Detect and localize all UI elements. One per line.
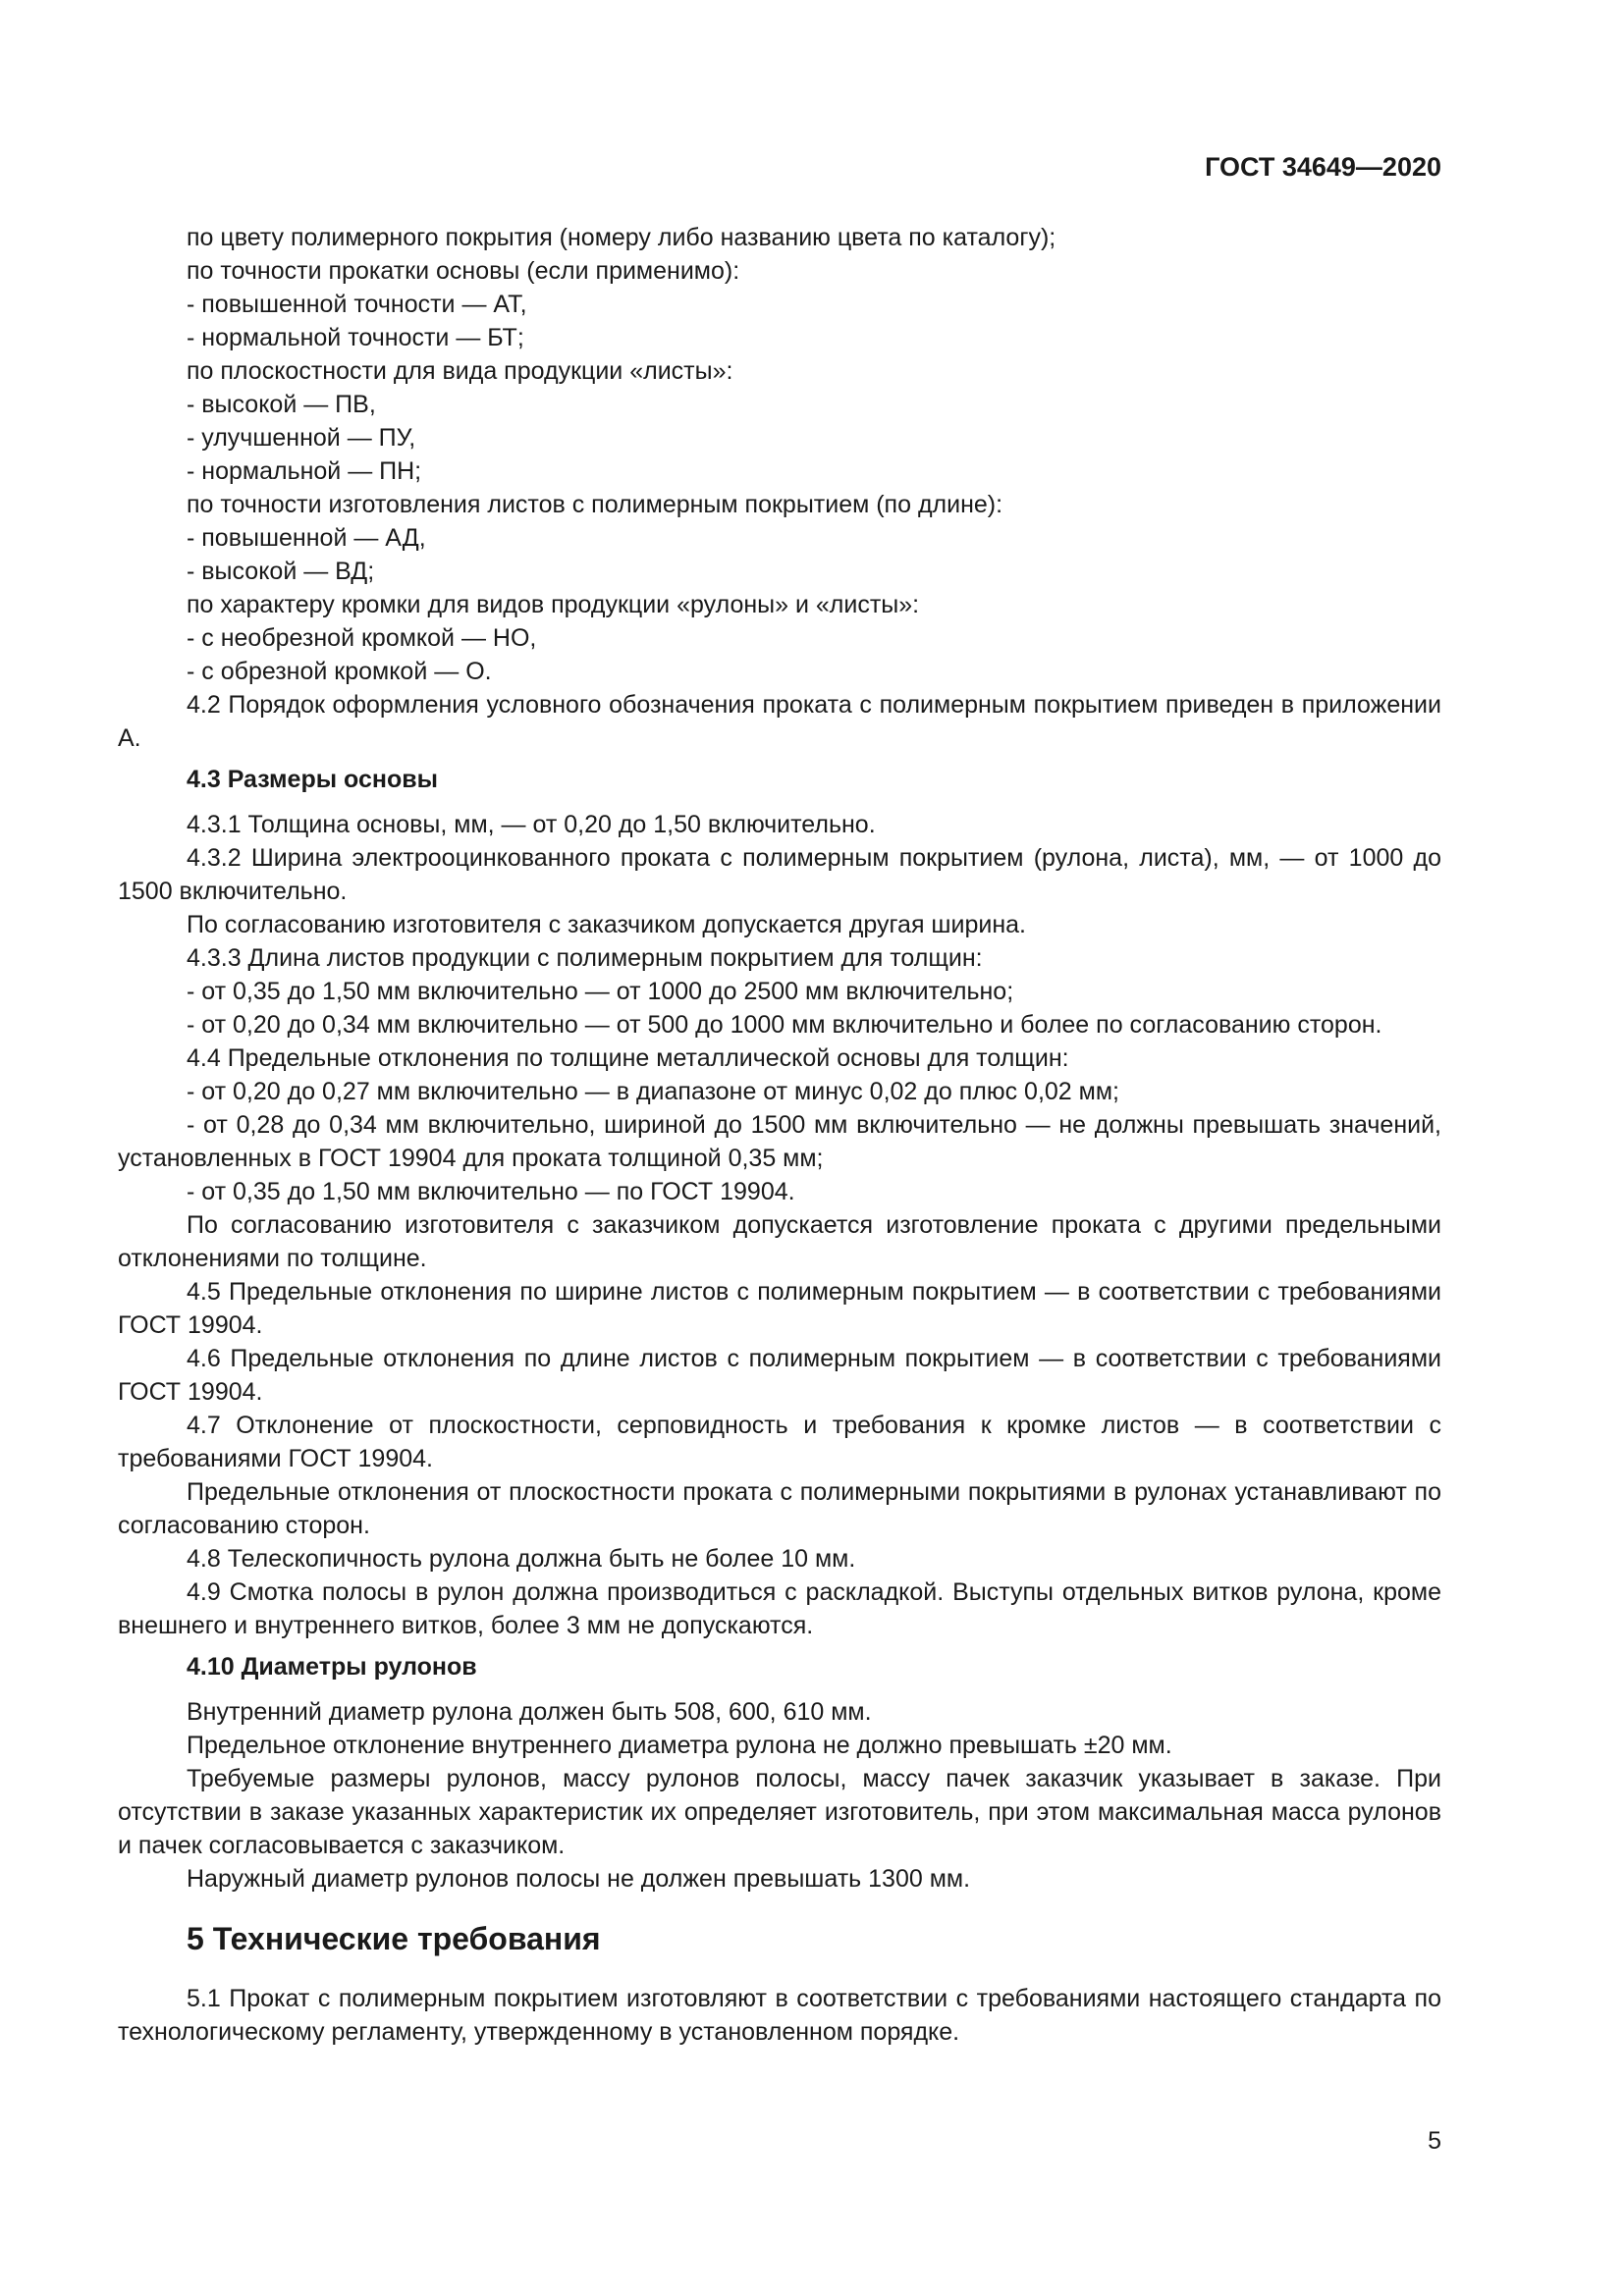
paragraph-4-7: 4.7 Отклонение от плоскостности, серповидность и требования к кромке листов — в соответствии с требованиями ГОСТ 19904. (118, 1412, 1441, 1472)
paragraph-4-9: 4.9 Смотка полосы в рулон должна производиться с раскладкой. Выступы отдельных витков рулона, кроме внешнего и внутреннего витков, более 3 мм не допускаются. (118, 1578, 1441, 1639)
section-heading-5: 5 Технические требования (187, 1921, 601, 1956)
paragraph-4-3-1: 4.3.1 Толщина основы, мм, — от 0,20 до 1,50 включительно. (187, 811, 876, 838)
list-line: - с необрезной кромкой — НО, (187, 624, 537, 652)
page-number: 5 (1428, 2127, 1441, 2155)
list-line: по точности прокатки основы (если применимо): (187, 257, 740, 285)
list-line: - высокой — ПВ, (187, 391, 376, 418)
list-line: - высокой — ВД; (187, 558, 375, 585)
document-designation: ГОСТ 34649—2020 (1205, 152, 1441, 182)
paragraph-4-4: 4.4 Предельные отклонения по толщине металлической основы для толщин: (187, 1044, 1069, 1072)
list-line: - нормальной точности — БТ; (187, 324, 524, 351)
paragraph-4-8: 4.8 Телескопичность рулона должна быть не более 10 мм. (187, 1545, 856, 1573)
list-line: по характеру кромки для видов продукции «рулоны» и «листы»: (187, 591, 920, 618)
paragraph-4-3-2-note: По согласованию изготовителя с заказчиком допускается другая ширина. (187, 911, 1026, 938)
paragraph-4-4-note: По согласованию изготовителя с заказчиком допускается изготовление проката с другими предельными отклонениями по толщине. (118, 1211, 1441, 1272)
list-line: - нормальной — ПН; (187, 457, 422, 485)
list-line: - с обрезной кромкой — О. (187, 658, 492, 685)
paragraph-4-10-outer-diameter: Наружный диаметр рулонов полосы не должен превышать 1300 мм. (187, 1865, 971, 1893)
paragraph-4-7-note: Предельные отклонения от плоскостности проката с полимерными покрытиями в рулонах устанавливают по согласованию сторон. (118, 1478, 1441, 1539)
paragraph-4-3-3: 4.3.3 Длина листов продукции с полимерным покрытием для толщин: (187, 944, 983, 972)
paragraph-4-10-tolerance: Предельное отклонение внутреннего диаметра рулона не должно превышать ±20 мм. (187, 1732, 1172, 1759)
paragraph-4-4-item: - от 0,35 до 1,50 мм включительно — по ГОСТ 19904. (187, 1178, 795, 1205)
list-line: - повышенной точности — АТ, (187, 291, 527, 318)
paragraph-4-3-2: 4.3.2 Ширина электрооцинкованного проката с полимерным покрытием (рулона, листа), мм, — от 1000 до 1500 включительно. (118, 844, 1441, 905)
paragraph-4-2: 4.2 Порядок оформления условного обозначения проката с полимерным покрытием приведен в приложении А. (118, 691, 1441, 752)
paragraph-4-6: 4.6 Предельные отклонения по длине листов с полимерным покрытием — в соответствии с требованиями ГОСТ 19904. (118, 1345, 1441, 1406)
subsection-heading-4-3: 4.3 Размеры основы (187, 766, 438, 793)
page-body (118, 221, 1441, 2049)
subsection-heading-4-10: 4.10 Диаметры рулонов (187, 1653, 477, 1681)
paragraph-4-3-3-item: - от 0,35 до 1,50 мм включительно — от 1000 до 2500 мм включительно; (187, 978, 1014, 1005)
list-line: по плоскостности для вида продукции «листы»: (187, 357, 733, 385)
paragraph-4-5: 4.5 Предельные отклонения по ширине листов с полимерным покрытием — в соответствии с требованиями ГОСТ 19904. (118, 1278, 1441, 1339)
list-line: по точности изготовления листов с полимерным покрытием (по длине): (187, 491, 1003, 518)
list-line: - улучшенной — ПУ, (187, 424, 416, 452)
list-line: по цвету полимерного покрытия (номеру либо названию цвета по каталогу); (187, 224, 1056, 251)
paragraph-5-1: 5.1 Прокат с полимерным покрытием изготовляют в соответствии с требованиями настоящего стандарта по технологическому регламенту, утвержденному в установленном порядке. (118, 1985, 1441, 2046)
paragraph-4-10-inner-diameter: Внутренний диаметр рулона должен быть 508, 600, 610 мм. (187, 1698, 872, 1726)
paragraph-4-3-3-item: - от 0,20 до 0,34 мм включительно — от 500 до 1000 мм включительно и более по согласованию сторон. (187, 1011, 1382, 1039)
paragraph-4-10-order: Требуемые размеры рулонов, массу рулонов полосы, массу пачек заказчик указывает в заказе. При отсутствии в заказе указанных характеристик их определяет изготовитель, при этом максимальная масса рулонов и пачек согласовывается с заказчиком. (118, 1765, 1441, 1859)
list-line: - повышенной — АД, (187, 524, 426, 552)
paragraph-4-4-item: - от 0,20 до 0,27 мм включительно — в диапазоне от минус 0,02 до плюс 0,02 мм; (187, 1078, 1119, 1105)
paragraph-4-4-item: - от 0,28 до 0,34 мм включительно, шириной до 1500 мм включительно — не должны превышать значений, установленных в ГОСТ 19904 для проката толщиной 0,35 мм; (118, 1111, 1441, 1172)
